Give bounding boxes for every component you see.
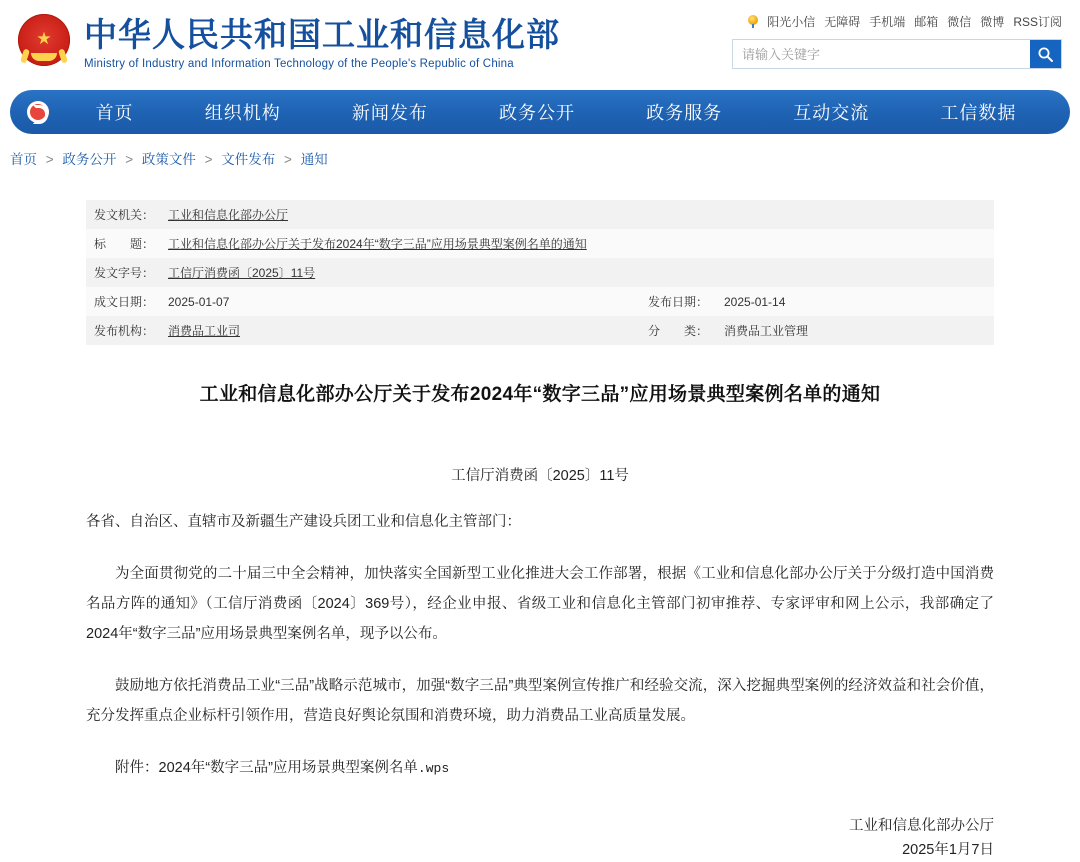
- top-link-sunshine[interactable]: 阳光小信: [767, 14, 816, 29]
- table-row: [86, 287, 994, 316]
- meta-value-publish-date: 2025-01-14: [716, 287, 994, 316]
- document-meta-table: [86, 200, 994, 345]
- meta-value-category: 消费品工业管理: [716, 316, 994, 345]
- search-icon: [1037, 46, 1054, 63]
- breadcrumb-separator: >: [204, 152, 213, 167]
- meta-label-title: 标 题：: [86, 229, 160, 258]
- breadcrumb-item-policy-documents[interactable]: 政策文件: [141, 152, 196, 167]
- breadcrumb-item-document-release[interactable]: 文件发布: [221, 152, 276, 167]
- site-title-en: Ministry of Industry and Information Technology of the People's Republic of China: [84, 57, 514, 70]
- meta-label-publisher: 发布机构：: [86, 316, 160, 345]
- document-signature: [86, 814, 994, 862]
- meta-value-publisher[interactable]: 消费品工业司: [168, 324, 241, 338]
- search-input[interactable]: [733, 40, 1030, 68]
- nav-item-interaction[interactable]: 互动交流: [793, 103, 870, 123]
- attachment-extension: .wps: [417, 761, 450, 776]
- document-number: 工信厅消费函〔2025〕11号: [451, 468, 629, 484]
- main-nav: [10, 90, 1070, 134]
- attachment-line: [86, 753, 994, 784]
- table-row: [86, 229, 994, 258]
- top-link-rss[interactable]: RSS订阅: [1013, 14, 1062, 29]
- breadcrumb-separator: >: [284, 152, 292, 167]
- meta-value-written-date: 2025-01-07: [160, 287, 438, 316]
- sun-icon: [746, 14, 760, 28]
- meta-label-issuing-agency: 发文机关：: [86, 200, 160, 229]
- document-paragraph-2: 鼓励地方依托消费品工业“三品”战略示范城市，加强“数字三品”典型案例宣传推广和经验交流，深入挖掘典型案例的经济效益和社会价值，充分发挥重点企业标杆引领作用，营造良好舆论氛围和消费环境，助力消费品工业高质量发展。: [86, 678, 994, 724]
- breadcrumb: [0, 134, 1080, 168]
- top-link-wechat[interactable]: 微信: [947, 14, 972, 29]
- breadcrumb-separator: >: [125, 152, 134, 167]
- table-row: [86, 200, 994, 229]
- meta-label-publish-date: 发布日期：: [438, 287, 716, 316]
- national-emblem-icon: [18, 14, 70, 66]
- meta-label-document-number: 发文字号：: [86, 258, 160, 287]
- nav-item-home[interactable]: 首页: [95, 103, 134, 123]
- top-link-mail[interactable]: 邮箱: [914, 14, 939, 29]
- document-paragraph-1: 为全面贯彻党的二十届三中全会精神，加快落实全国新型工业化推进大会工作部署，根据《工业和信息化部办公厅关于分级打造中国消费名品方阵的通知》（工信厅消费函〔2024〕369号），经企业申报、省级工业和信息化主管部门初审推荐、专家评审和网上公示，我部确定了2024年“数字三品”应用场景典型案例名单，现予以公布。: [86, 566, 994, 642]
- table-row: [86, 316, 994, 345]
- top-link-accessibility[interactable]: 无障碍: [824, 14, 861, 29]
- nav-item-government-services[interactable]: 政务服务: [646, 103, 723, 123]
- nav-item-industry-data[interactable]: 工信数据: [940, 103, 1017, 123]
- header-right: [732, 10, 1062, 69]
- breadcrumb-item-home[interactable]: 首页: [10, 152, 37, 167]
- emblem-wheat-right-icon: [58, 48, 68, 63]
- nav-item-government-disclosure[interactable]: 政务公开: [498, 103, 575, 123]
- meta-value-issuing-agency[interactable]: 工业和信息化部办公厅: [168, 208, 289, 222]
- emblem-wheat-left-icon: [20, 48, 30, 63]
- signature-date: 2025年1月7日: [902, 842, 994, 858]
- signature-org: 工业和信息化部办公厅: [849, 818, 994, 834]
- meta-label-written-date: 成文日期：: [86, 287, 160, 316]
- attachment-link[interactable]: 附件：2024年“数字三品”应用场景典型案例名单: [115, 760, 418, 776]
- site-header: [0, 0, 1080, 90]
- meta-value-title[interactable]: 工业和信息化部办公厅关于发布2024年“数字三品”应用场景典型案例名单的通知: [168, 237, 587, 251]
- document-container: [0, 200, 1080, 862]
- emblem-gear-icon: [31, 53, 57, 61]
- top-link-weibo[interactable]: 微博: [980, 14, 1005, 29]
- nav-items: [60, 99, 1070, 125]
- breadcrumb-separator: >: [45, 152, 54, 167]
- meta-label-category: 分 类：: [438, 316, 716, 345]
- miit-swirl-logo-icon[interactable]: [16, 90, 60, 134]
- meta-value-document-number[interactable]: 工信厅消费函〔2025〕11号: [168, 266, 316, 280]
- site-title-block: [84, 10, 560, 70]
- nav-item-news[interactable]: 新闻发布: [351, 103, 428, 123]
- document-salutation: 各省、自治区、直辖市及新疆生产建设兵团工业和信息化主管部门：: [86, 514, 521, 530]
- search-bar: [732, 39, 1062, 69]
- emblem-star-icon: ★: [36, 29, 52, 49]
- table-row: [86, 258, 994, 287]
- search-button[interactable]: [1030, 40, 1061, 68]
- site-title-cn: 中华人民共和国工业和信息化部: [84, 16, 560, 53]
- top-link-mobile[interactable]: 手机端: [869, 14, 906, 29]
- breadcrumb-item-disclosure[interactable]: 政务公开: [62, 152, 117, 167]
- breadcrumb-item-current: 通知: [300, 152, 328, 167]
- page-title: 工业和信息化部办公厅关于发布2024年“数字三品”应用场景典型案例名单的通知: [199, 384, 881, 405]
- top-links: [732, 10, 1062, 32]
- nav-item-organization[interactable]: 组织机构: [204, 103, 281, 123]
